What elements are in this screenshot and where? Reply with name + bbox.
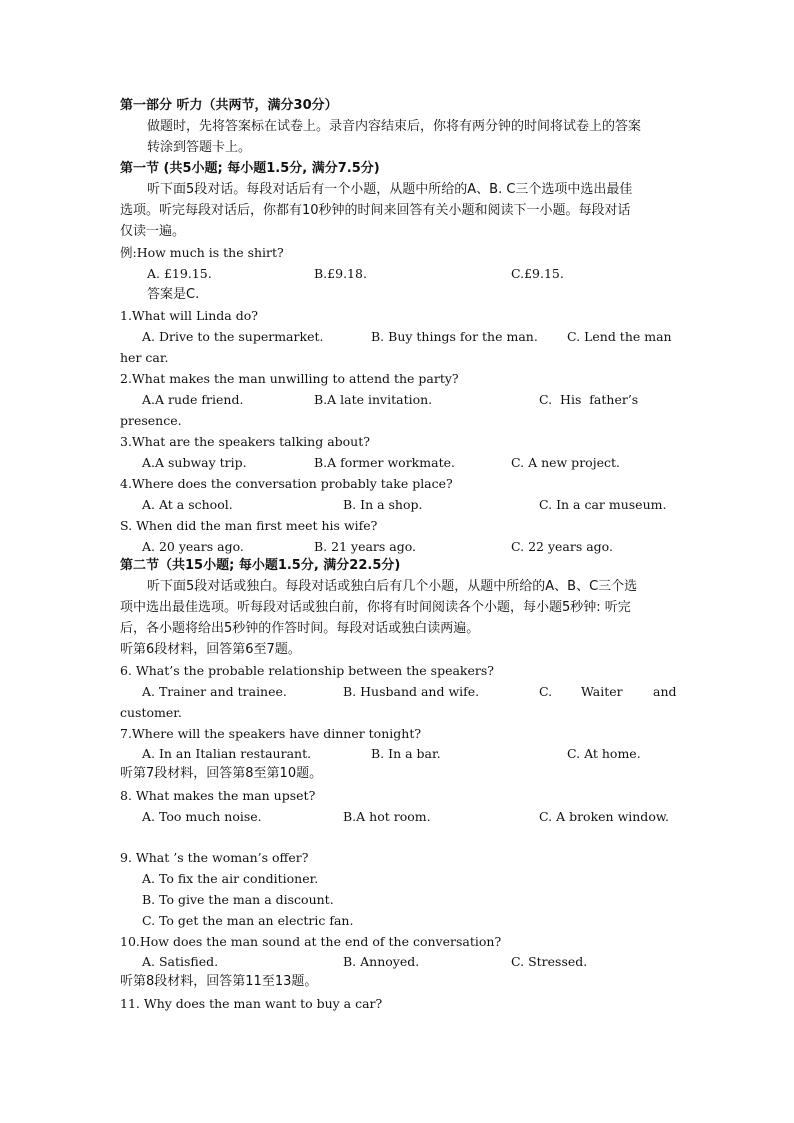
material-6-heading: 听第6段材料，回答第6至7题。 <box>120 642 301 657</box>
option-a: A. At a school. <box>142 497 233 512</box>
example-answer: 答案是C. <box>147 287 200 302</box>
option-b: B.A former workmate. <box>314 455 455 470</box>
option-c: C. To get the man an electric fan. <box>142 913 354 928</box>
section2-instruction-line: 听下面5段对话或独白。每段对话或独白后有几个小题，从题中所给的A、B、C三个选 <box>147 579 638 594</box>
option-c: C. Stressed. <box>511 954 588 969</box>
option-b: B. Buy things for the man. <box>371 329 538 344</box>
option-c: C. Lend the man <box>567 329 672 344</box>
example-options <box>0 264 794 285</box>
option-b: B. In a bar. <box>371 746 441 761</box>
option-b: B. Annoyed. <box>343 954 420 969</box>
option-b: B.A hot room. <box>343 809 431 824</box>
option-c-word: Waiter <box>581 684 623 699</box>
option-c: C. <box>539 684 553 699</box>
example-question: 例:How much is the shirt? <box>120 245 284 260</box>
option-a: A. In an Italian restaurant. <box>142 746 312 761</box>
option-a: A. Trainer and trainee. <box>142 684 287 699</box>
section1-heading: 第一节 (共5小题; 每小题1.5分, 满分7.5分) <box>120 161 380 176</box>
question-1: 1.What will Linda do? <box>120 308 258 323</box>
question-5: S. When did the man first meet his wife? <box>120 518 378 533</box>
option-b: B. To give the man a discount. <box>142 892 334 907</box>
question-7: 7.Where will the speakers have dinner tonight? <box>120 726 422 741</box>
question-10-options <box>0 952 794 973</box>
question-4: 4.Where does the conversation probably take place? <box>120 476 453 491</box>
option-c: C. A new project. <box>511 455 620 470</box>
question-3: 3.What are the speakers talking about? <box>120 434 370 449</box>
option-c: C. His father’s <box>539 392 639 407</box>
section2-heading: 第二节（共15小题; 每小题1.5分, 满分22.5分) <box>120 558 401 573</box>
example-option-b: B.£9.18. <box>314 266 367 281</box>
question-6: 6. What’s the probable relationship between the speakers? <box>120 663 494 678</box>
question-2: 2.What makes the man unwilling to attend the party? <box>120 371 459 386</box>
question-6-options <box>0 682 794 703</box>
question-1-options <box>0 327 794 348</box>
question-5-options <box>0 537 794 558</box>
option-wrap: her car. <box>120 350 169 365</box>
option-a: A. Drive to the supermarket. <box>142 329 324 344</box>
question-10: 10.How does the man sound at the end of the conversation? <box>120 934 502 949</box>
question-2-options <box>0 390 794 411</box>
option-b: B.A late invitation. <box>314 392 433 407</box>
section1-instruction-line: 听下面5段对话。每段对话后有一个小题，从题中所给的A、B. C三个选项中选出最佳 <box>147 182 633 197</box>
option-a: A.A rude friend. <box>142 392 244 407</box>
option-wrap: customer. <box>120 705 182 720</box>
option-a: A. Too much noise. <box>142 809 262 824</box>
example-option-a: A. £19.15. <box>147 266 212 281</box>
material-8-heading: 听第8段材料，回答第11至13题。 <box>120 974 318 989</box>
part1-instruction-line: 转涂到答题卡上。 <box>147 140 252 155</box>
question-9: 9. What ’s the woman’s offer? <box>120 850 309 865</box>
example-option-c: C.£9.15. <box>511 266 564 281</box>
option-a: A. 20 years ago. <box>142 539 244 554</box>
option-a: A. Satisfied. <box>142 954 219 969</box>
option-c: C. In a car museum. <box>539 497 667 512</box>
section1-instruction-line: 仅读一遍。 <box>120 224 186 239</box>
question-11: 11. Why does the man want to buy a car? <box>120 996 383 1011</box>
question-4-options <box>0 495 794 516</box>
option-b: B. 21 years ago. <box>314 539 417 554</box>
option-c-word: and <box>653 684 677 699</box>
question-7-options <box>0 744 794 765</box>
question-8-options <box>0 807 794 828</box>
section1-instruction-line: 选项。听完每段对话后，你都有10秒钟的时间来回答有关小题和阅读下一小题。每段对话 <box>120 203 631 218</box>
option-b: B. In a shop. <box>343 497 423 512</box>
part1-heading: 第一部分 听力（共两节，满分30分） <box>120 98 338 113</box>
question-8: 8. What makes the man upset? <box>120 788 316 803</box>
option-a: A.A subway trip. <box>142 455 247 470</box>
section2-instruction-line: 项中选出最佳选项。听每段对话或独白前，你将有时间阅读各个小题，每小题5秒钟: 听完 <box>120 600 631 615</box>
option-c: C. A broken window. <box>539 809 670 824</box>
option-c: C. 22 years ago. <box>511 539 613 554</box>
option-wrap: presence. <box>120 413 182 428</box>
option-c: C. At home. <box>567 746 641 761</box>
option-b: B. Husband and wife. <box>343 684 480 699</box>
option-a: A. To fix the air conditioner. <box>142 871 319 886</box>
part1-instruction-line: 做题时，先将答案标在试卷上。录音内容结束后，你将有两分钟的时间将试卷上的答案 <box>147 119 642 134</box>
section2-instruction-line: 后，各小题将给出5秒钟的作答时间。每段对话或独白读两遍。 <box>120 621 480 636</box>
question-3-options <box>0 453 794 474</box>
material-7-heading: 听第7段材料，回答第8至第10题。 <box>120 766 323 781</box>
